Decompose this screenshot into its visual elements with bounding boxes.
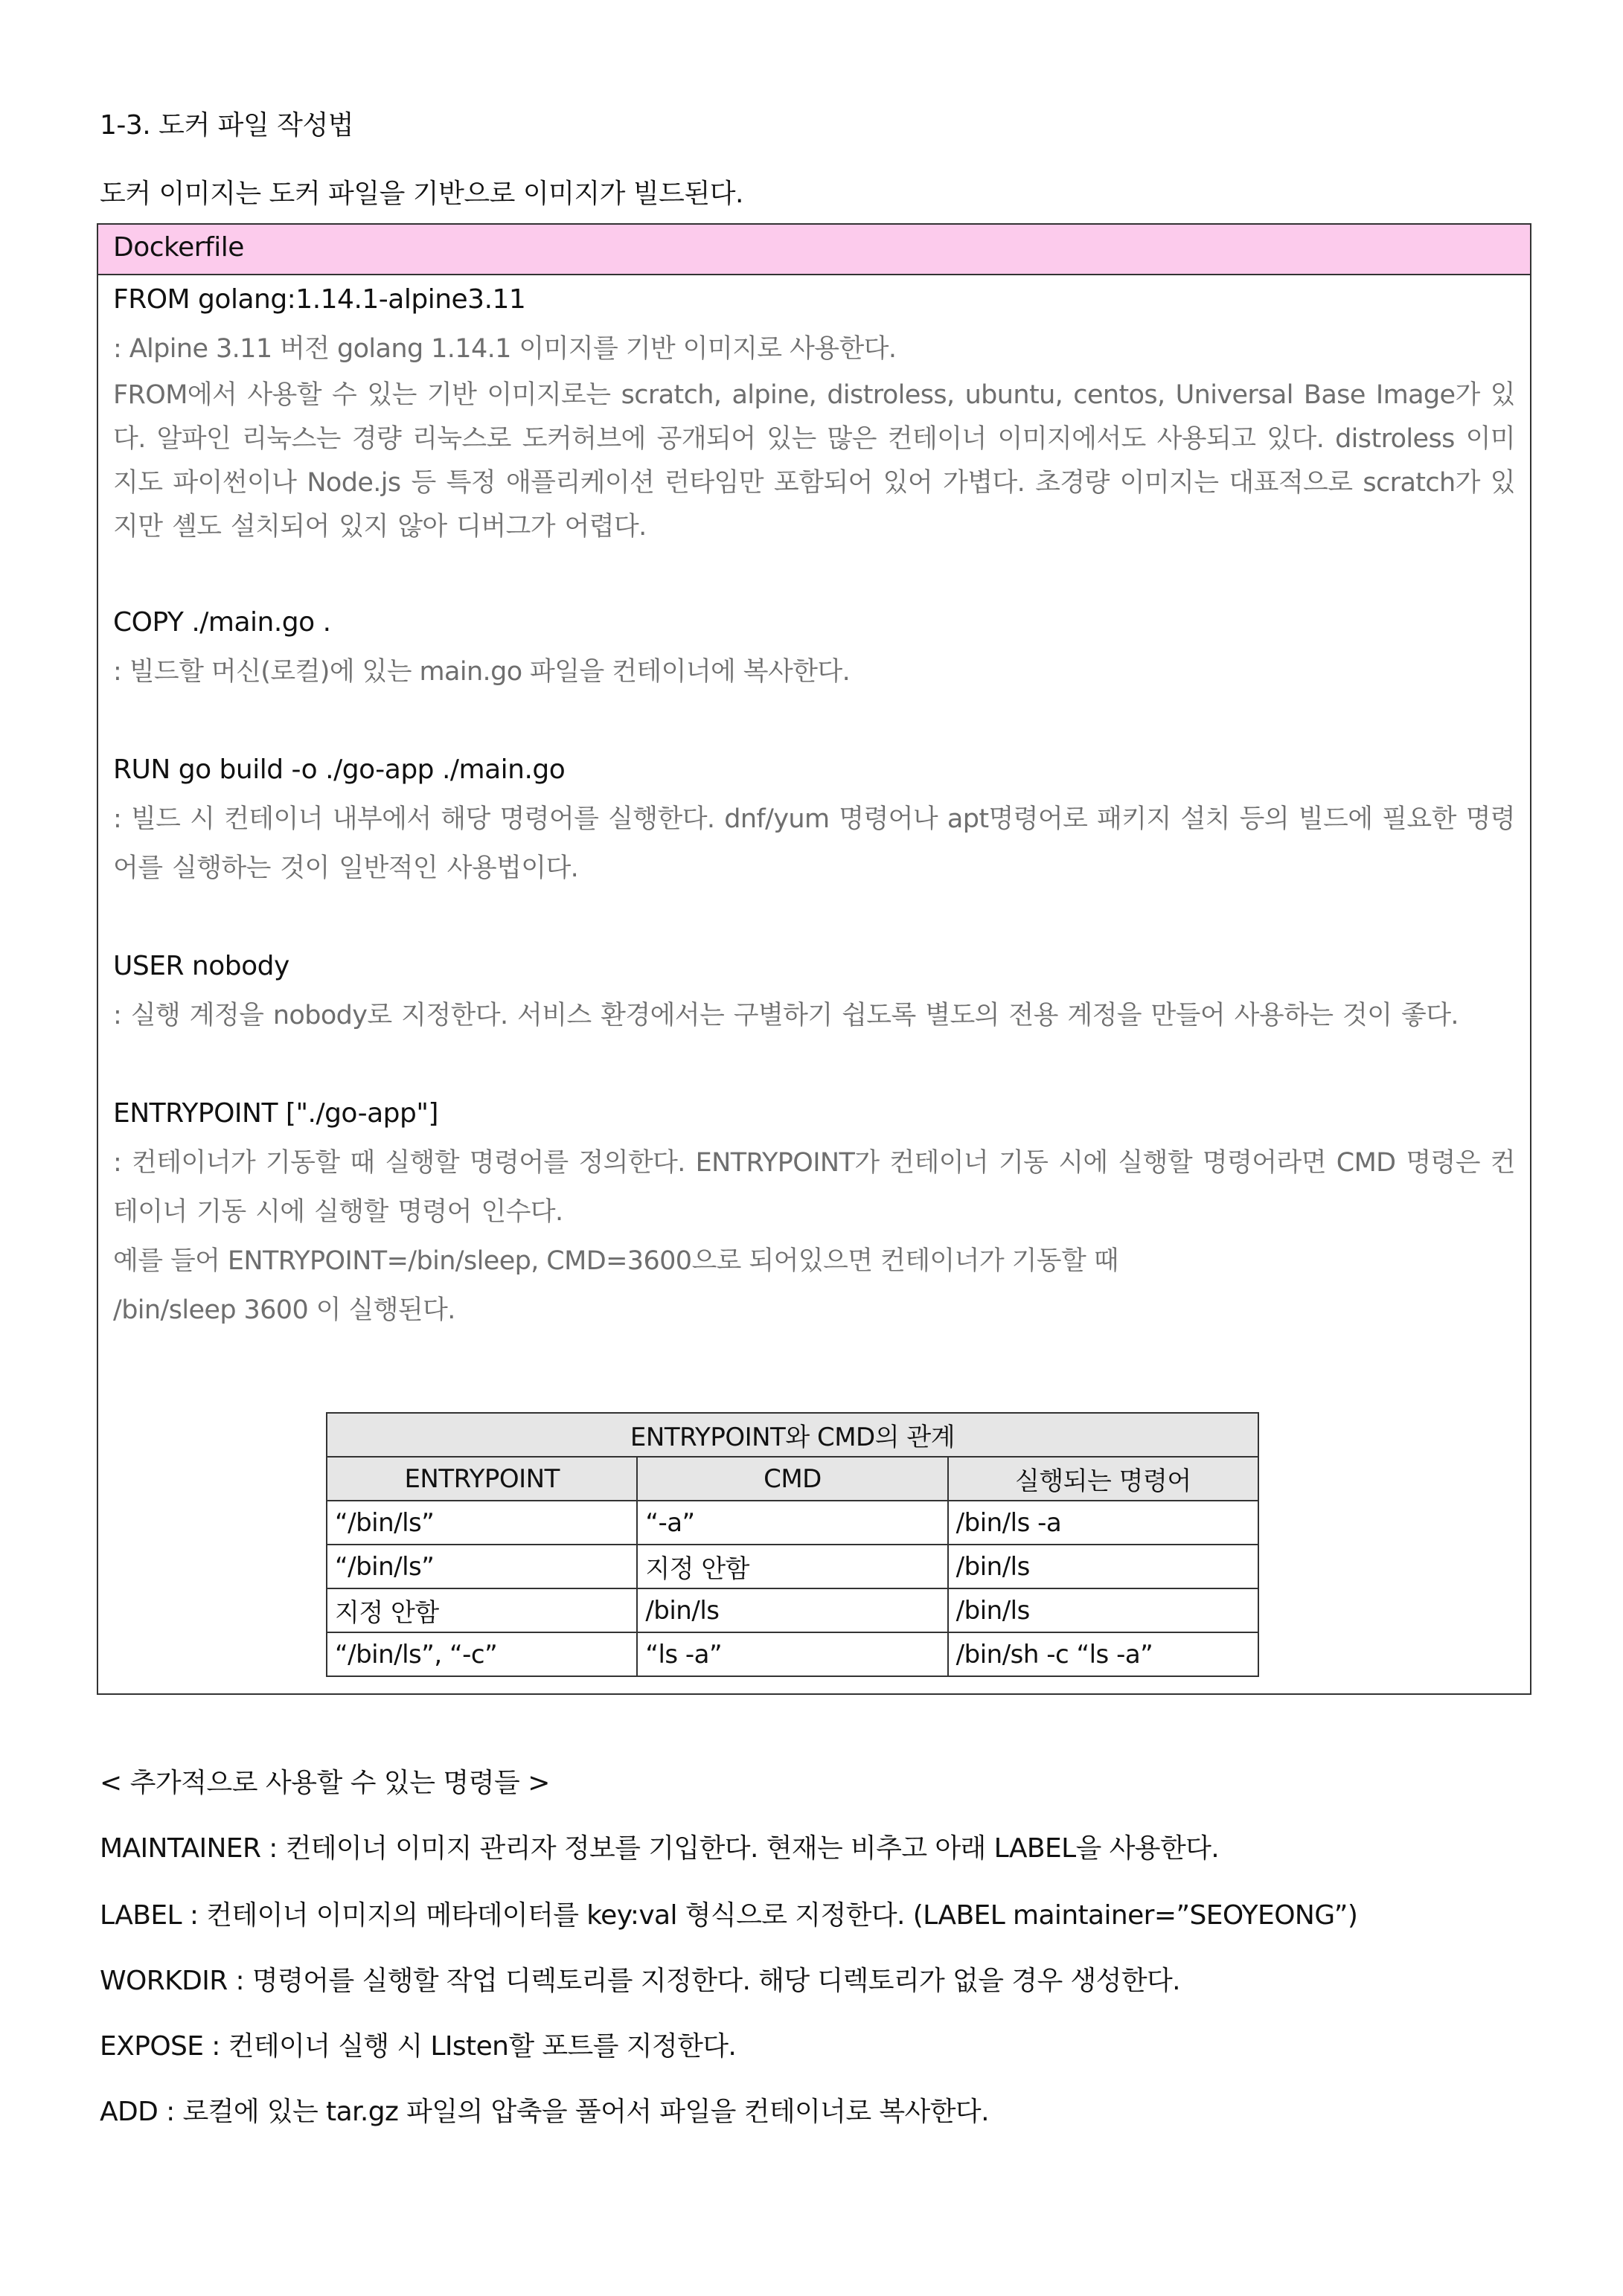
entrypoint-example-line2: /bin/sleep 3600 이 실행된다. [113,1295,455,1325]
user-command: USER nobody [113,951,289,981]
table-cell: “ls -a” [637,1632,947,1676]
section-heading: 1-3. 도커 파일 작성법 [100,110,354,141]
table-cell: 지정 안함 [637,1545,947,1588]
table-row [327,1545,1258,1588]
extra-item-expose: EXPOSE : 컨테이너 실행 시 LIsten할 포트를 지정한다. [100,2031,737,2062]
table-row [327,1501,1258,1545]
from-command: FROM golang:1.14.1-alpine3.11 [113,284,526,315]
table-cell: /bin/ls [948,1545,1258,1588]
run-command: RUN go build -o ./go-app ./main.go [113,754,566,785]
table-cell: “/bin/ls” [327,1501,637,1545]
table-cell: /bin/ls [948,1588,1258,1632]
table-cell: /bin/sh -c “ls -a” [948,1632,1258,1676]
table-cell: “/bin/ls”, “-c” [327,1632,637,1676]
intro-text: 도커 이미지는 도커 파일을 기반으로 이미지가 빌드된다. [100,179,743,209]
entrypoint-example-line1: 예를 들어 ENTRYPOINT=/bin/sleep, CMD=3600으로 되어있으면 컨테이너가 기동할 때 [113,1246,1118,1276]
table-header-row [327,1457,1258,1501]
table-row [327,1632,1258,1676]
table-header-result: 실행되는 명령어 [948,1457,1258,1501]
extra-item-add: ADD : 로컬에 있는 tar.gz 파일의 압축을 풀어서 파일을 컨테이너로 복사한다. [100,2097,989,2127]
table-row [327,1588,1258,1632]
copy-description: : 빌드할 머신(로컬)에 있는 main.go 파일을 컨테이너에 복사한다. [113,657,851,687]
table-header-cmd: CMD [637,1457,947,1501]
dockerfile-box-body [113,275,1515,1335]
table-caption: ENTRYPOINT와 CMD의 관계 [327,1413,1258,1457]
user-description: : 실행 계정을 nobody로 지정한다. 서비스 환경에서는 구별하기 쉽도록 별도의 전용 계정을 만들어 사용하는 것이 좋다. [113,1001,1459,1030]
table-cell: /bin/ls [637,1588,947,1632]
extra-item-label: LABEL : 컨테이너 이미지의 메타데이터를 key:val 형식으로 지정한다. (LABEL maintainer=”SEOYEONG”) [100,1900,1358,1931]
entrypoint-description: : 컨테이너가 기동할 때 실행할 명령어를 정의한다. ENTRYPOINT가 컨테이너 기동 시에 실행할 명령어라면 CMD 명령은 컨테이너 기동 시에 실행할 명령어 인수다. [113,1148,1515,1227]
table-cell: “-a” [637,1501,947,1545]
from-description: : Alpine 3.11 버전 golang 1.14.1 이미지를 기반 이미지로 사용한다. [113,334,897,364]
from-base-images-note: FROM에서 사용할 수 있는 기반 이미지로는 scratch, alpine, distroless, ubuntu, centos, Universal Base Image가 있다. 알파인 리눅스는 경량 리눅스로 도커허브에 공개되어 있는 많은 컨테이너 이미지에서도 사용되고 있다. distroless 이미지도 파이썬이나 Node.js 등 특정 애플리케이션 런타임만 포함되어 있어 가볍다. 초경량 이미지는 대표적으로 scratch가 있지만 셸도 설치되어 있지 않아 디버그가 어렵다. [113,380,1515,542]
extra-commands-title: < 추가적으로 사용할 수 있는 명령들 > [100,1768,550,1798]
table-cell: “/bin/ls” [327,1545,637,1588]
entrypoint-cmd-table [326,1412,1259,1677]
copy-command: COPY ./main.go . [113,607,331,638]
entrypoint-command: ENTRYPOINT ["./go-app"] [113,1098,438,1129]
extra-item-workdir: WORKDIR : 명령어를 실행할 작업 디렉토리를 지정한다. 해당 디렉토리가 없을 경우 생성한다. [100,1966,1181,1996]
dockerfile-box-title: Dockerfile [98,225,1530,275]
table-header-entrypoint: ENTRYPOINT [327,1457,637,1501]
extra-item-maintainer: MAINTAINER : 컨테이너 이미지 관리자 정보를 기입한다. 현재는 비추고 아래 LABEL을 사용한다. [100,1833,1220,1864]
table-cell: 지정 안함 [327,1588,637,1632]
dockerfile-box [97,223,1531,1695]
run-description: : 빌드 시 컨테이너 내부에서 해당 명령어를 실행한다. dnf/yum 명령어나 apt명령어로 패키지 설치 등의 빌드에 필요한 명령어를 실행하는 것이 일반적인 사용법이다. [113,804,1515,883]
table-cell: /bin/ls -a [948,1501,1258,1545]
